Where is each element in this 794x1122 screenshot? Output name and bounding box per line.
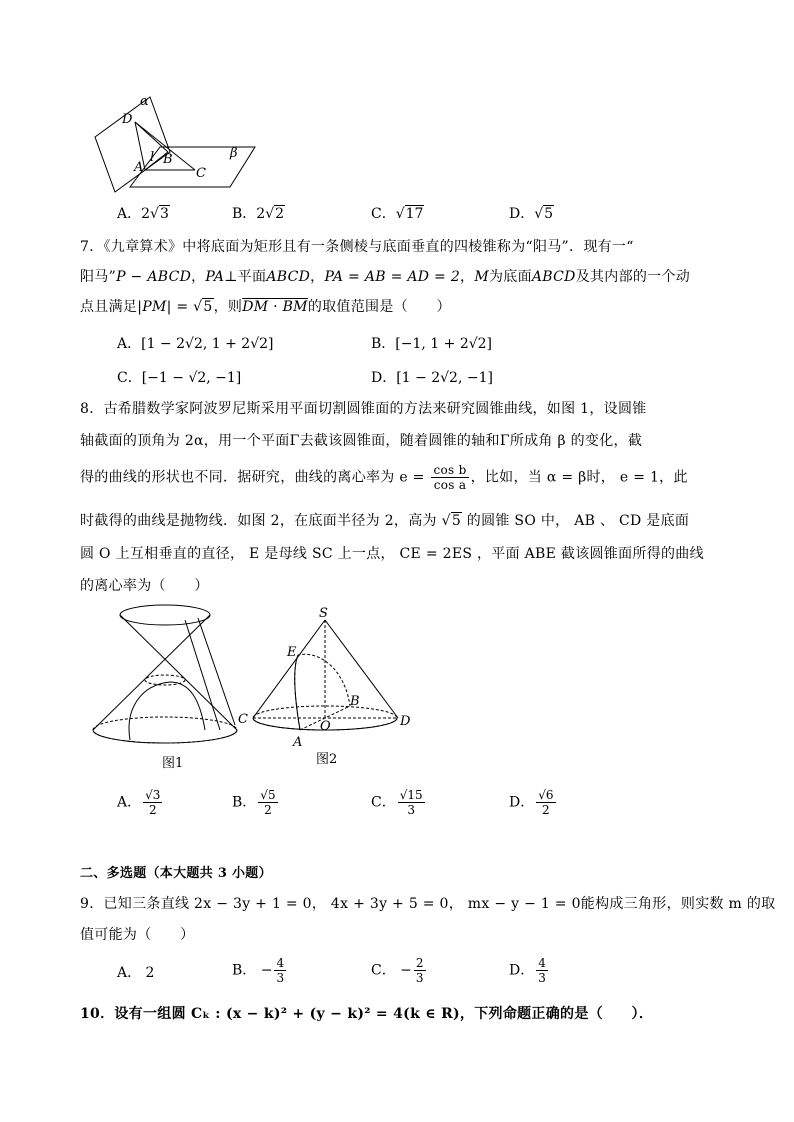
q7-option-c[interactable]: C．[−1 − √2, −1] (117, 370, 242, 386)
figure-2-caption: 图2 (316, 752, 338, 767)
section-2-title: 二、多选题（本大题共 3 小题） (80, 866, 272, 881)
q7-line2-i: ， (460, 269, 475, 285)
fig1-plane-edge2 (198, 618, 235, 725)
q7-line2-c: ， (191, 269, 206, 285)
label-D: D (122, 112, 133, 127)
q8-option-d-label: D． (509, 794, 535, 811)
fig2-SC (253, 620, 325, 718)
q9-line2: 值可能为（ ） (80, 927, 195, 943)
figure-1-cone (90, 600, 250, 750)
q7-line3-c: 5 (203, 299, 213, 315)
q6-option-c[interactable]: C．√17 (371, 206, 424, 222)
q8-option-d[interactable] (509, 788, 558, 817)
q7-line2 (80, 266, 690, 286)
label-A: A (134, 160, 144, 175)
q8-option-a-frac (143, 788, 162, 817)
q9-option-c-num: 2 (415, 956, 424, 970)
q7-option-a[interactable]: A．[1 − 2√2, 1 + 2√2] (117, 336, 274, 352)
q7-line2-j: M (474, 269, 489, 285)
fig1-section-curve (129, 682, 205, 740)
fig2-SD (325, 620, 398, 718)
q8-option-b-num: √5 (260, 788, 276, 802)
q9-option-d-num: 4 (538, 956, 546, 970)
q6-option-a-rad: 3 (159, 206, 169, 222)
q9-option-c-frac (414, 956, 426, 985)
q7-line2-l: ABCD (531, 269, 576, 285)
q8-line5: 圆 O 上互相垂直的直径， E 是母线 SC 上一点， CE = 2ES ，平面 ABE 截该圆锥面所得的曲线 (80, 546, 704, 562)
q8-line4-a: 时截得的曲线是抛物线．如图 2，在底面半径为 2，高为 (80, 513, 442, 529)
q7-line2-f: ABCD (266, 269, 311, 285)
fig1-mid-ellipse (145, 675, 185, 685)
q9-option-d-label: D． (509, 962, 535, 979)
q8-line3-b: ，比如，当 α = β时， e = 1，此 (470, 469, 688, 486)
q6-option-b-rad: 2 (275, 206, 285, 222)
figure-planes (90, 92, 270, 192)
fig1-plane-edge1 (185, 620, 220, 730)
q8-line1: 8．古希腊数学家阿波罗尼斯采用平面切割圆锥面的方法来研究圆锥曲线，如图 1，设圆锥 (80, 401, 647, 417)
q8-option-a[interactable] (117, 788, 164, 817)
label-B: B (163, 152, 173, 167)
q7-line1: 7．《九章算术》中将底面为矩形且有一条侧棱与底面垂直的四棱锥称为“阳马”．现有一“ (80, 239, 634, 255)
q8-option-b[interactable] (232, 788, 280, 817)
q8-option-a-den: 2 (148, 803, 157, 817)
q6-option-c-rad: 17 (405, 206, 424, 222)
q6-option-c-label: C． (371, 206, 396, 222)
q6-option-b-label: B． (232, 206, 257, 222)
q7-line2-g: ， (310, 269, 325, 285)
q7-line2-k: 为底面 (488, 269, 532, 285)
q9-option-b-num: 4 (276, 956, 285, 970)
q8-option-d-den: 2 (542, 803, 550, 817)
q8-option-b-frac (258, 788, 277, 817)
q6-option-a[interactable]: A．2√3 (117, 206, 169, 222)
q9-option-c[interactable] (371, 956, 428, 985)
label-alpha: α (140, 94, 149, 109)
q9-option-c-label: C． − (371, 962, 412, 979)
q8-option-a-num: √3 (145, 788, 161, 802)
q6-option-d[interactable]: D．√5 (509, 206, 554, 222)
q7-line2-e: 平面 (237, 269, 267, 285)
q6-option-a-label: A． (117, 206, 142, 222)
q7-line3-a: 点且满足 (80, 299, 138, 315)
q8-line3 (80, 463, 688, 492)
q7-line3-e: DM · BM (242, 299, 308, 315)
q7-option-b[interactable]: B．[−1, 1 + 2√2] (371, 336, 493, 352)
q7-line2-m: 及其内部的一个动 (575, 269, 691, 285)
fig1-top-ellipse (120, 605, 210, 625)
q6-option-a-coef: 2 (141, 206, 151, 222)
fig2-label-C: C (238, 712, 248, 727)
q7-line3-f: 的取值范围是（ ） (307, 299, 451, 315)
label-beta: β (230, 146, 238, 161)
q8-option-d-frac (536, 788, 555, 817)
q8-option-a-label: A． (117, 794, 142, 811)
fig2-label-E: E (287, 645, 297, 660)
q9-option-b-label: B． − (232, 962, 273, 979)
q9-option-d[interactable] (509, 956, 550, 985)
fig1-generator-right (93, 615, 210, 730)
q6-option-d-label: D． (509, 206, 535, 222)
fig2-label-B: B (350, 694, 360, 709)
q8-line4-rad: 5 (451, 513, 462, 529)
q6-option-d-rad: 5 (544, 206, 554, 222)
fig2-label-S: S (319, 606, 328, 621)
q9-option-b[interactable] (232, 956, 288, 985)
q9-line1: 9．已知三条直线 2x − 3y + 1 = 0， 4x + 3y + 5 = 0， mx − y − 1 = 0能构成三角形，则实数 m 的取 (80, 896, 776, 912)
label-C: C (196, 166, 206, 181)
q8-ecc-num: cos b (433, 463, 467, 477)
q9-option-c-den: 3 (415, 971, 424, 985)
q9-option-b-frac (274, 956, 286, 985)
q7-line2-a: 阳马” (80, 269, 117, 285)
q6-option-b-coef: 2 (256, 206, 266, 222)
q9-option-b-den: 3 (276, 971, 285, 985)
figure-1-caption: 图1 (162, 756, 184, 771)
q8-line4-b: 的圆锥 SO 中， AB 、 CD 是底面 (462, 513, 690, 529)
plane-alpha (95, 97, 170, 192)
fig2-label-A: A (293, 735, 303, 750)
q6-option-b[interactable]: B．2√2 (232, 206, 285, 222)
q8-option-c[interactable] (371, 788, 427, 817)
fig2-label-O: O (320, 719, 331, 734)
q7-line3: 点且满足|PM| = √5，则DM · BM的取值范围是（ ） (80, 299, 451, 315)
q8-option-c-label: C． (371, 794, 396, 811)
q8-option-c-den: 3 (407, 803, 415, 817)
label-l: l (150, 150, 155, 165)
fig2-section-front (295, 655, 300, 730)
fig2-label-D: D (400, 714, 411, 729)
q8-option-c-frac (398, 788, 425, 817)
q8-ecc-fraction (431, 463, 468, 492)
q8-ecc-den: cos a (433, 478, 467, 492)
q7-option-d[interactable]: D．[1 − 2√2, −1] (371, 370, 493, 386)
q9-option-a[interactable]: A． 2 (117, 965, 155, 981)
q7-line2-b: P − ABCD (116, 269, 192, 285)
q9-option-d-frac (536, 956, 548, 985)
fig1-generator-left (120, 615, 237, 730)
q8-option-c-num: √15 (399, 788, 423, 802)
q8-line2: 轴截面的顶角为 2α，用一个平面Γ去截该圆锥面，随着圆锥的轴和Γ所成角 β 的变化，截 (80, 433, 643, 449)
q9-option-d-den: 3 (538, 971, 546, 985)
q8-line6: 的离心率为（ ） (80, 578, 209, 594)
q8-option-d-num: √6 (538, 788, 554, 802)
q7-line2-h: PA = AB = AD = 2 (324, 269, 461, 285)
q8-option-b-label: B． (232, 794, 257, 811)
q8-line4: 时截得的曲线是抛物线．如图 2，在底面半径为 2，高为 √5 的圆锥 SO 中， AB 、 CD 是底面 (80, 513, 690, 529)
q10-line1: 10．设有一组圆 Cₖ : (x − k)² + (y − k)² = 4(k ∈ R)，下列命题正确的是（ ）． (80, 1006, 654, 1022)
q7-line3-b: |PM| = (137, 299, 194, 315)
q7-line3-d: ，则 (213, 299, 243, 315)
fig1-bottom-front (93, 730, 237, 743)
q8-line3-a: 得的曲线的形状也不同．据研究，曲线的离心率为 e = (80, 469, 430, 486)
q8-option-b-den: 2 (264, 803, 272, 817)
q7-line2-d: PA⊥ (205, 269, 238, 285)
